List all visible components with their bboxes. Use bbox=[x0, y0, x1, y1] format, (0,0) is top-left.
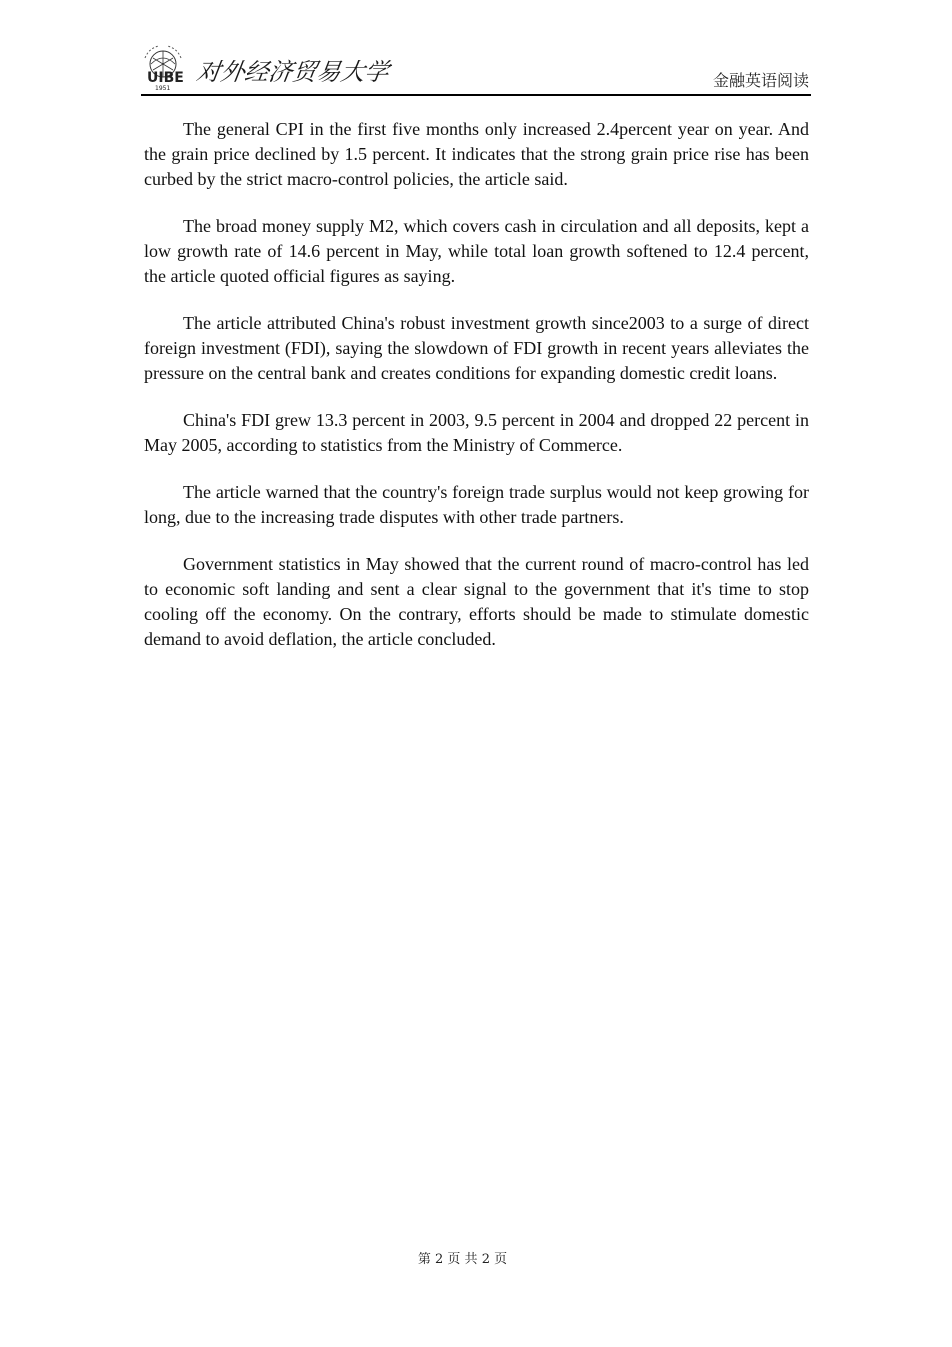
page-header bbox=[141, 40, 811, 96]
university-logo bbox=[141, 44, 193, 92]
svg-text:1951: 1951 bbox=[155, 85, 171, 92]
paragraph-3: The article attributed China's robust investment growth since2003 to a surge of direct foreign investment (FDI), saying the slowdown of FDI growth in recent years alleviates the pressure on the central bank and creates conditions for expanding domestic credit loans. bbox=[144, 313, 809, 383]
paragraph-2: The broad money supply M2, which covers cash in circulation and all deposits, kept a low growth rate of 14.6 percent in May, while total loan growth softened to 12.4 percent, the article quoted official figures as saying. bbox=[144, 216, 809, 286]
article-body bbox=[144, 117, 809, 674]
paragraph-5: The article warned that the country's foreign trade surplus would not keep growing for long, due to the increasing trade disputes with other trade partners. bbox=[144, 482, 809, 527]
course-title: 金融英语阅读 bbox=[712, 71, 809, 90]
paragraph-6: Government statistics in May showed that the current round of macro-control has led to economic soft landing and sent a clear signal to the government that it's time to stop cooling off the economy. On the contrary, efforts should be made to stimulate domestic demand to avoid deflation, the article concluded. bbox=[144, 554, 809, 649]
page-number: 第 2 页 共 2 页 bbox=[417, 1252, 508, 1267]
university-name: 对外经济贸易大学 bbox=[194, 58, 391, 86]
paragraph-4: China's FDI grew 13.3 percent in 2003, 9.5 percent in 2004 and dropped 22 percent in May 2005, according to statistics from the Ministry of Commerce. bbox=[144, 410, 809, 455]
svg-text:UIBE: UIBE bbox=[147, 70, 184, 86]
paragraph-1: The general CPI in the first five months only increased 2.4percent year on year. And the grain price declined by 1.5 percent. It indicates that the strong grain price rise has been curbed by the strict macro-control policies, the article said. bbox=[144, 119, 809, 189]
